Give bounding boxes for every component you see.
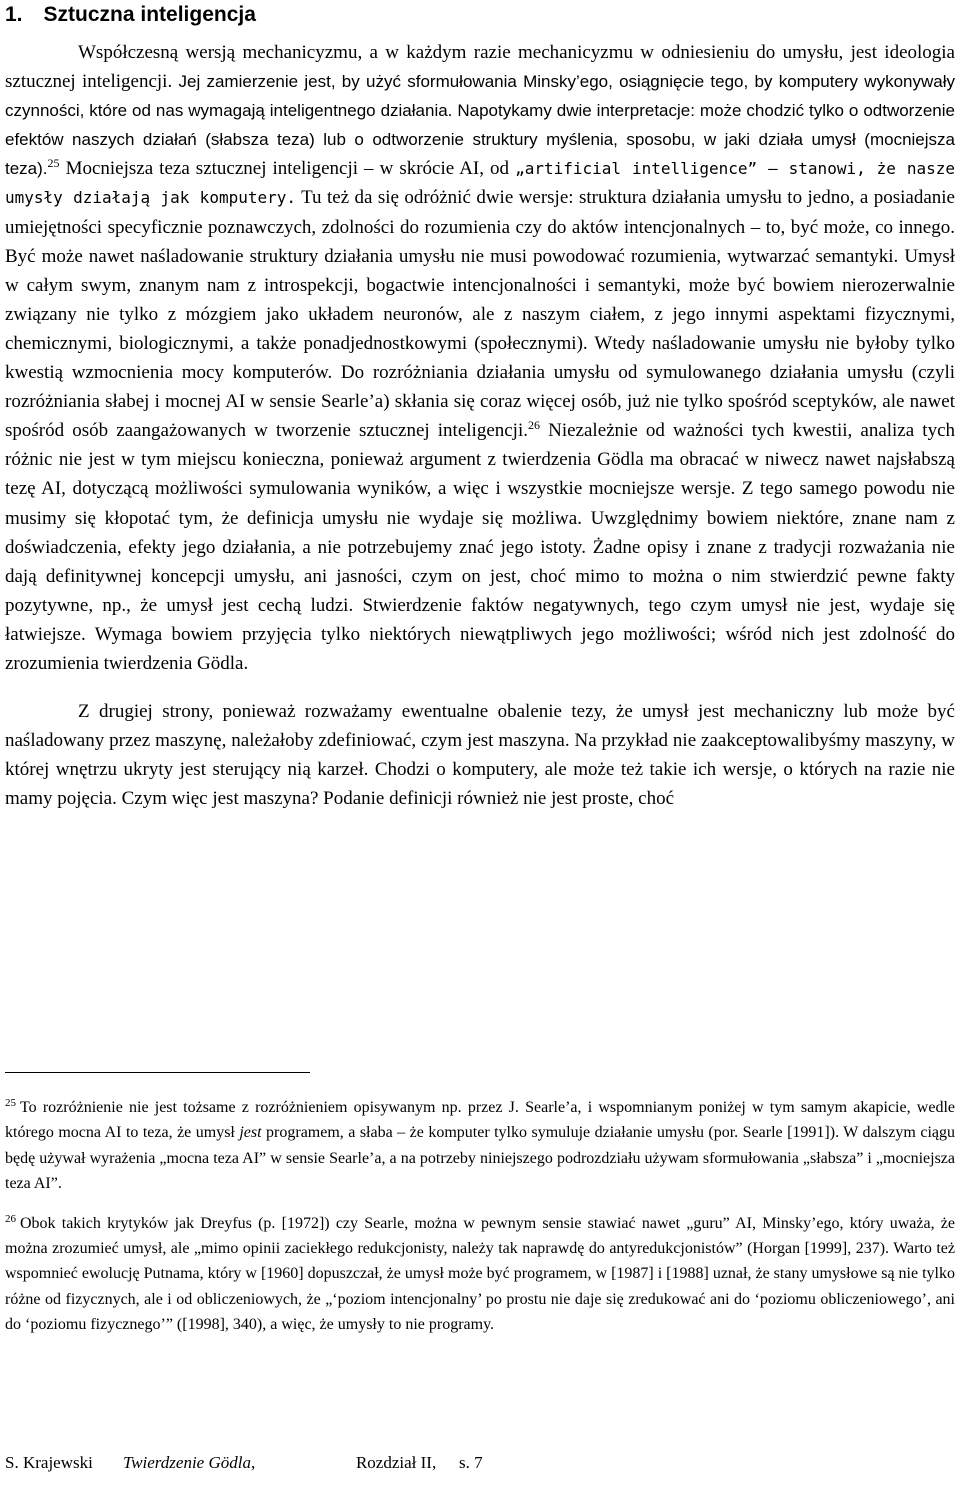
footnote-25-text: To rozróżnienie nie jest tożsame z rozróżnieniem opisywanym np. przez J. Searle’a, i wspomnianym poniżej w tym samym akapicie, wedle którego mocna AI to teza, że umysł: [5, 1099, 955, 1142]
paragraph-1-text: „artificial intelligence” – stanowi, że nasze umysły działają jak komputery.: [5, 159, 955, 208]
footnote-number: 25: [5, 1097, 16, 1109]
footnote-25: [5, 1095, 955, 1197]
footnote-separator: [5, 1072, 310, 1073]
footer-title-comma: ,: [250, 1453, 256, 1472]
footer-chapter: Rozdział II,: [355, 1453, 437, 1472]
footnote-number: 26: [5, 1212, 16, 1225]
footer-author: S. Krajewski: [5, 1453, 93, 1472]
footnote-ref-26: 26: [528, 418, 540, 433]
footnotes: [5, 1095, 955, 1338]
footnote-ref-25: 25: [47, 156, 60, 171]
paragraph-1-text: Niezależnie od ważności tych kwestii, analiza tych różnic nie jest w tym miejscu konieczna, ponieważ argument z twierdzenia Gödla ma obracać w niwecz nawet najsłabszą tezę AI, dotyczącą możliwości symulowania wyników, a więc i wszystkie mocniejsze wersje. Z tego samego powodu nie musimy się kłopotać tym, że definicja umysłu nie wydaje się możliwa. Uwzględnimy bowiem niektóre, znane nam z doświadczenia, efekty jego działania, a nie potrzebujemy znać jego istoty. Żadne opisy i znane z tradycji rozważania nie dają definitywnej koncepcji umysłu, ani jasności, czym on jest, choć mimo to można o nim stwierdzić pewne fakty pozytywne, np., że umysł jest cechą ludzi. Stwierdzenie faktów negatywnych, tego czym umysł nie jest, wydaje się łatwiejsze. Wymaga bowiem przyjęcia tylko niektórych niewątpliwych jego możliwości; wśród nich jest zdolność do zrozumienia twierdzenia Gödla.: [5, 420, 956, 674]
footnote-25-text: programem, a słaba – że komputer tylko symuluje działanie umysłu (por. Searle [1991]). W dalszym ciągu będę używał wyrażenia „mocna teza AI” w sensie Searle’a, a na potrzeby niniejszego podrozdziału używam sformułowania „słabsza” i „mocniejsza teza AI”.: [5, 1124, 955, 1193]
section-heading: 1. Sztuczna inteligencja: [5, 3, 256, 26]
page-footer: [5, 1452, 483, 1474]
footer-page-number: s. 7: [458, 1453, 483, 1472]
paragraph-1-text: Tu też da się odróżnić dwie wersje: struktura działania umysłu to jedno, a posiadanie umiejętności specyficznie poznawczych, zdolności do rozumienia czy do aktów intencjonalnych – to, być może, co innego. Być może nawet naśladowanie struktury działania umysłu nie musi powodować rozumienia, wytwarzać semantyki. Umysł w całym swym, znanym nam z introspekcji, bogactwie intencjonalności i semantyki, może być bowiem nierozerwalnie związany nie tylko z mózgiem jako układem neuronów, ale z naszym ciałem, z jego innymi aspektami fizycznymi, chemicznymi, biologicznymi, a także ponadjednostkowymi (społecznymi). Wtedy naśladowanie umysłu nie byłoby tylko kwestią wzmocnienia mocy komputerów. Do rozróżniania działania umysłu od symulowanego działania umysłu (czyli rozróżniania słabej i mocnej AI w sensie Searle’a) skłania się coraz więcej osób, już nie tylko spośród sceptyków, ale nawet spośród osób zaangażowanych w tworzenie sztucznej inteligencji.: [5, 187, 955, 442]
footnote-26-text: Obok takich krytyków jak Dreyfus (p. [1972]) czy Searle, można w pewnym sensie stawiać nawet „guru” AI, Minsky’ego, który uważa, że można zrozumieć umysł, ale „mimo opinii zaciekłego redukcjonisty, należy tak naprawdę do antyredukcjonistów” (Horgan [1999], 237). Warto też wspomnieć ewolucję Putnama, który w [1960] dopuszczał, że umysł może być programem, w [1987] i [1988] uznał, że stany umysłowe są nie tylko różne od fizycznych, ale i od obliczeniowych, że „‘poziom intencjonalny’ po prostu nie daje się zredukować ani do ‘poziomu obliczeniowego’, ani do ‘poziomu fizycznego’” ([1998], 340), a więc, że umysły to nie programy.: [5, 1214, 955, 1334]
paragraph-1-text: Współczesną wersją mechanicyzmu, a w każdym razie mechanicyzmu w odniesieniu do umysłu, jest ideologia sztucznej inteligencji.: [5, 42, 955, 93]
paragraph-2-text: Z drugiej strony, ponieważ rozważamy ewentualne obalenie tezy, że umysł jest mechaniczny lub może być naśladowany przez maszynę, należałoby zdefiniować, czym jest maszyna. Na przykład nie zaakceptowalibyśmy maszyny, w której wnętrzu ukryty jest sterujący nią karzeł. Chodzi o komputery, ale może też takie ich wersje, o których na razie nie mamy pojęcia. Czym więc jest maszyna? Podanie definicji również nie jest proste, choć: [5, 701, 955, 810]
document-page: [5, 0, 955, 1488]
footnote-25-text: jest: [239, 1124, 262, 1142]
footnote-26: [5, 1211, 955, 1338]
paragraph-1-text: Mocniejsza teza sztucznej inteligencji – w skrócie AI, od: [59, 158, 516, 180]
paragraph-1: [5, 38, 955, 678]
paragraph-1-text: Jej zamierzenie jest, by użyć sformułowania Minsky’ego, osiągnięcie tego, by komputery wykonywały czynności, które od nas wymagają inteligentnego działania. Napotykamy dwie interpretacje: może chodzić tylko o odtworzenie efektów naszych działań (słabsza teza) lub o odtworzenie struktury myślenia, sposobu, w jaki działa umysł (mocniejsza teza).: [5, 72, 956, 179]
paragraph-2: [5, 697, 955, 813]
body-text: [5, 38, 955, 813]
footer-book-title: Twierdzenie Gödla: [123, 1453, 251, 1472]
